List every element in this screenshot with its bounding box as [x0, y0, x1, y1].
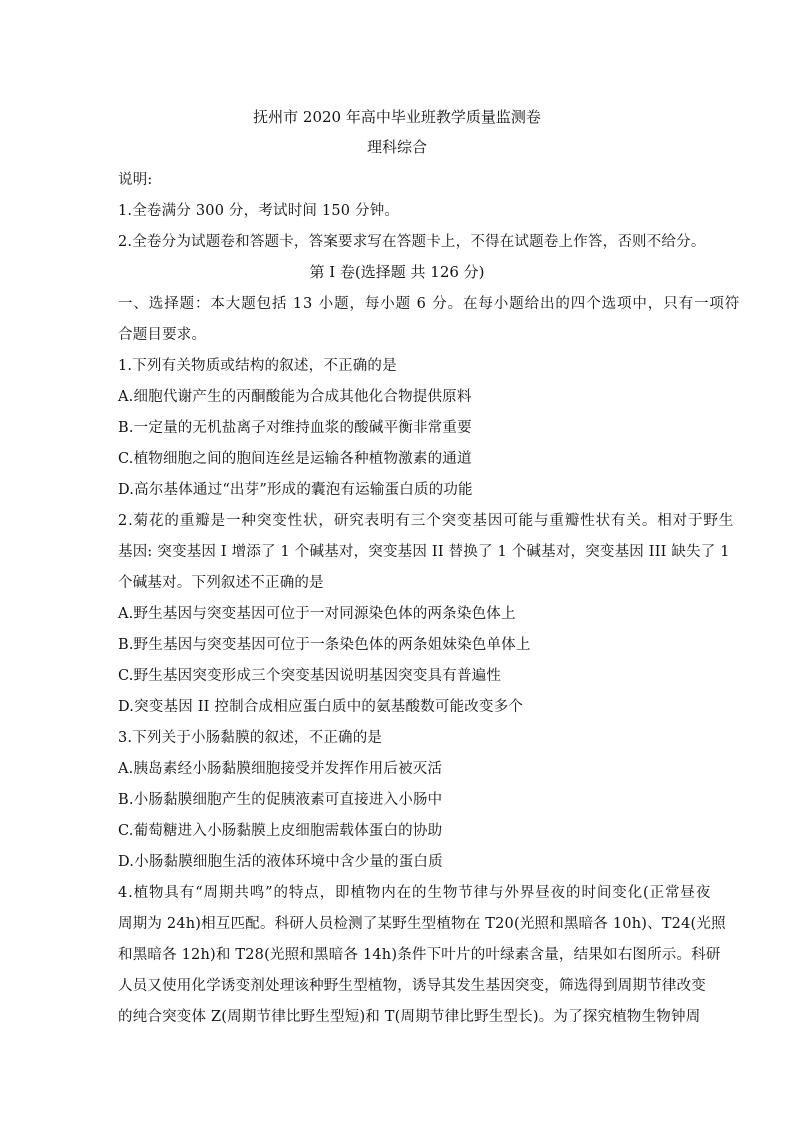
- question-2-option-d: D.突变基因 II 控制合成相应蛋白质中的氨基酸数可能改变多个: [118, 699, 524, 715]
- question-1-option-d: D.高尔基体通过“出芽”形成的囊泡有运输蛋白质的功能: [118, 482, 473, 498]
- exam-subtitle: 理科综合: [366, 138, 427, 156]
- notes-heading: 说明:: [118, 172, 153, 188]
- question-4-stem: 和黑暗各 12h)和 T28(光照和黑暗各 14h)条件下叶片的叶绿素含量，结果如右图所示。科研: [118, 947, 721, 963]
- section-instruction: 一、选择题：本大题包括 13 小题，每小题 6 分。在每小题给出的四个选项中，只有一项符: [118, 296, 741, 312]
- note-item: 1.全卷满分 300 分，考试时间 150 分钟。: [118, 203, 400, 219]
- note-item: 2.全卷分为试题卷和答题卡，答案要求写在答题卡上，不得在试题卷上作答，否则不给分。: [118, 234, 706, 250]
- question-3-option-c: C.葡萄糖进入小肠黏膜上皮细胞需载体蛋白的协助: [118, 823, 443, 839]
- question-4-stem: 的纯合突变体 Z(周期节律比野生型短)和 T(周期节律比野生型长)。为了探究植物生物钟周: [118, 1009, 701, 1025]
- exam-title: 抚州市 2020 年高中毕业班教学质量监测卷: [253, 108, 541, 126]
- section-instruction: 合题目要求。: [118, 327, 207, 343]
- question-4-stem: 人员又使用化学诱变剂处理该种野生型植物，诱导其发生基因突变，筛选得到周期节律改变: [118, 978, 706, 994]
- question-2-option-c: C.野生基因突变形成三个突变基因说明基因突变具有普遍性: [118, 668, 502, 684]
- question-3-stem: 3.下列关于小肠黏膜的叙述，不正确的是: [118, 730, 383, 746]
- question-2-stem: 个碱基对。下列叙述不正确的是: [118, 575, 324, 591]
- question-4-stem: 周期为 24h)相互匹配。科研人员检测了某野生型植物在 T20(光照和黑暗各 10h)、T24(光照: [118, 916, 726, 932]
- question-3-option-d: D.小肠黏膜细胞生活的液体环境中含少量的蛋白质: [118, 854, 443, 870]
- question-2-option-b: B.野生基因与突变基因可位于一条染色体的两条姐妹染色单体上: [118, 637, 531, 653]
- question-1-option-b: B.一定量的无机盐离子对维持血浆的酸碱平衡非常重要: [118, 420, 472, 436]
- question-1-option-a: A.细胞代谢产生的丙酮酸能为合成其他化合物提供原料: [118, 389, 472, 405]
- question-3-option-a: A.胰岛素经小肠黏膜细胞接受并发挥作用后被灭活: [118, 761, 443, 777]
- section-title: 第 I 卷(选择题 共 126 分): [309, 263, 485, 281]
- question-2-option-a: A.野生基因与突变基因可位于一对同源染色体的两条染色体上: [118, 606, 516, 622]
- question-1-stem: 1.下列有关物质或结构的叙述，不正确的是: [118, 358, 397, 374]
- question-2-stem: 基因: 突变基因 I 增添了 1 个碱基对，突变基因 II 替换了 1 个碱基对，突变基因 III 缺失了 1: [118, 544, 730, 560]
- question-1-option-c: C.植物细胞之间的胞间连丝是运输各种植物激素的通道: [118, 451, 472, 467]
- question-3-option-b: B.小肠黏膜细胞产生的促胰液素可直接进入小肠中: [118, 792, 443, 808]
- question-4-stem: 4.植物具有“周期共鸣”的特点，即植物内在的生物节律与外界昼夜的时间变化(正常昼夜: [118, 885, 712, 901]
- question-2-stem: 2.菊花的重瓣是一种突变性状，研究表明有三个突变基因可能与重瓣性状有关。相对于野生: [118, 513, 735, 529]
